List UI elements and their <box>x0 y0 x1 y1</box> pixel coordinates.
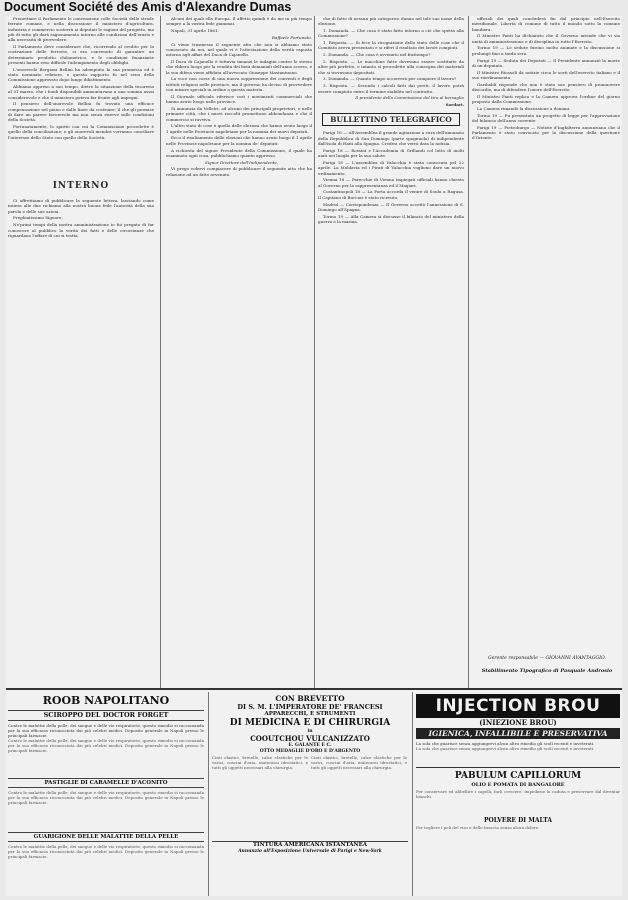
ad-roob-napolitano <box>8 694 204 896</box>
ad-brevetto <box>212 694 408 896</box>
ad-body: Cinti elastici, bretelle, calze elastiche per le varici, cuscini d'aria, materassi idrostatici, e tutti gli oggetti necessari alla chirurgia. <box>311 755 407 770</box>
ad-title: ROOB NAPOLITANO <box>42 694 170 707</box>
ad-polvere-title: POLVERE DI MALTA <box>483 817 553 824</box>
paragraph: A richiesta del signor Presidente della Commissione, il quale ha esaminato ogni cosa, pubblichiamo quanto appresso. <box>166 147 312 158</box>
column-3 <box>318 16 464 226</box>
section-heading-interno: INTERNO <box>52 181 110 192</box>
paragraph: Ecco il risultamento delle elezioni che hanno avuto luogo il 1 aprile nelle Provincie napoletane per la nomina de' deputati: <box>166 135 312 146</box>
column-1 <box>8 16 154 240</box>
ad-line: E. GALANTE E C. <box>288 743 332 748</box>
printer-line: Stabilimento Tipografico di Pasquale Androsio <box>481 668 613 674</box>
ad-line: APPARECCHI, E STRUMENTI <box>264 711 356 717</box>
paragraph: che di fatto di nessun più categorico dunno nel tale suo nome della elezione. <box>318 16 464 27</box>
ad-line: in <box>307 729 313 734</box>
dateline: Napoli, 31 aprile 1861. <box>171 28 219 34</box>
ad-rule <box>416 767 620 768</box>
telegram: Vienna 18 — Parecchie di Vienna impiegati ufficiali hanno chiesto al Governo per la rappresentanza ed il Magiari. <box>318 177 464 188</box>
telegram: Torino 19 — Alla Camera si discusse il bilancio del ministero della guerra e la marina. <box>318 213 464 224</box>
ad-body: Contro le malattie della pelle, dei sangue e delle vie respiratorie, questo rimedio si raccomanda per la sua efficacia riconosciuta dai più celebri medici. Deposito generale in Napoli presso le principali farmacie. <box>8 723 204 738</box>
telegram: Parigi 18 — Rossini e l'Accademia di Grillandi col lutto di molti aiuti nei luoghi per la sua salute. <box>318 147 464 159</box>
ad-footer-sub: Annunzio all'Esposizione Universale di Parigi e New-York <box>238 849 382 854</box>
ad-guarigione: GUARIGIONE DELLE MALATTIE DELLA PELLE <box>8 832 204 842</box>
answer: 2. Risposta. — Le macchine fatte dovevano essere sostituite da altre più perfette, e intanto si procedette alla consegna dei materiali che si trovavano depositati. <box>318 59 464 75</box>
paragraph: Si annunzia da Velletri, ad alcuno dei principali proprietari, e nelle primarie città, che i nuovi raccolti promettono abbondanza e che il commercio si ravviva. <box>166 105 312 122</box>
ad-subtitle: SCIROPPO DEL DOCTOR FORGET <box>8 710 204 721</box>
signature: Raffaele Fortunato. <box>271 34 312 40</box>
telegram: Madrid — Corrispondenza — Il Governo accettò l'annessione di S. Domingo all'Spagna. <box>318 201 464 212</box>
paragraph: Ci viene trasmesso il seguente atto che non si abbiamo stato conosciuto da noi, nel quale vi è l'attestazione della verità esposta intorno agli affari del Duca di Cajanello. <box>166 41 312 58</box>
paragraph: Ci affrettiamo di pubblicare la seguente lettera, lasciando come intiera alle due richiamo alla nostra buona fede l'autorità della sua parola e delle sue azioni. <box>8 198 154 214</box>
paragraph: L'altro stato di cose è quello delle elezioni che hanno avuto luogo il 1 aprile nelle Provincie napoletane per la nomina dei nuovi deputati. <box>166 123 312 134</box>
column-divider <box>468 16 469 688</box>
paragraph: Alcuni dei quali ella Europa. Il affetto quindi è da me in più tempo sempre a la vostra fede giammai. <box>166 16 312 27</box>
ad-subtitle: (INIEZIONE BROU) <box>479 718 557 727</box>
ad-injection-brou <box>416 694 620 896</box>
newspaper-page <box>6 16 622 896</box>
signature-name: Sardari. <box>445 102 464 108</box>
paragraph: La voce non corse di una nuova soppressione dei conventi e degli istituti religiosi nelle province, ma il governo ha deciso di provvedere con misure speciali in ordine a questa materia. <box>166 76 312 93</box>
ad-divider <box>412 692 413 896</box>
ad-line: DI MEDICINA E DI CHIRURGIA <box>229 718 391 728</box>
ad-body-fill: Contro le malattie della pelle, dei sangue e delle vie respiratorie, questo rimedio si raccomanda per la sua efficacia riconosciuta dai più celebri medici. Deposito generale in Napoli presso le principali farmacie. <box>8 738 204 753</box>
paragraph: ufficiali dei quali concluderà fin dal principio nell'Esercito meridionale. Libertà di comune di tutto il mondo sotto la comune bandiera. <box>472 16 620 32</box>
paragraph: Torino 19 — Fu presentato un progetto di legge per l'approvazione del bilancio dell'anno corrente. <box>472 112 620 124</box>
answer: 3. Risposta. — Secondo i calcoli fatti dai periti, il lavoro potrà essere compiuto entro il termine stabilito nel contratto. <box>318 83 464 94</box>
ad-body: La sola che guarisce senza aggiungervi alcun altro rimedio gli scoli recenti e inveterati. <box>416 741 595 746</box>
ad-line: COOUTCHOU VULCANIZZATO <box>250 734 370 743</box>
paragraph: L'onorevole Bergami Bellini ha adempiuto la sua promessa ed è stato nominato relatore, e questo rapporto fu nel seno della Commissione approvato dopo lungo dibattimento. <box>8 66 154 83</box>
ads-divider <box>6 688 622 690</box>
ad-line: DI S. M. L'IMPERATORE DE' FRANCESI <box>237 703 383 711</box>
question: 1. Domanda. — Che cosa è stato fatto intorno a ciò che spetta alla Commissione? <box>318 28 464 39</box>
ad-line: OTTO MEDAGLIE D'ORO E D'ARGENTO <box>259 749 361 754</box>
paragraph: Garibaldi risponde che non è stato suo pensiero di promuovere discordie, ma di difendere l'onore dell'Esercito. <box>472 81 620 93</box>
column-4 <box>472 16 620 142</box>
paragraph: Parigi 19 — Seduta dei Deputati — Il Presidente annunziò la morte di un deputato. <box>472 57 620 68</box>
paragraph: Il Ministro Fanti replica e la Camera approva l'ordine del giorno proposto dalla Commissione. <box>472 93 620 105</box>
paragraph: Il Duca di Cajanello è tuttavia innanzi le indagini contro lo stesso che ebbero luogo per la vendita dei beni demaniali dell'anno scorso, e la sua difesa viene affidata all'avvocato Giuseppe Mastantuono. <box>166 59 312 75</box>
ad-slogan: IGIENICA, INFALLIBILE E PRESERVATIVA <box>416 728 620 739</box>
telegram: Parigi 18 — L'assemblea di Valacchia è stata convocata pel 22 aprile. La Moldavia ed i Pirati di Valacchia vogliono dare un nuovo ordinamento. <box>318 159 464 176</box>
ad-pabulum-sub: OLIO E POMATA DI BANGALORE <box>471 782 565 788</box>
ad-line: CON BREVETTO <box>275 694 345 703</box>
paragraph: Abbiamo appreso a suo tempo, dietro la situazione della tesoreria al 31 marzo, che i fondi disponibili ammontavano a una somma assai considerevole e che il ministero poteva far fronte agli impegni. <box>8 84 154 100</box>
paragraph: Prenettiare il Parlamento le convenzione colle Società delle strade ferrate romane, e nella discussione il ministero d'agricoltura, industria e commercio sosterrà ai deputati le ragioni del progetto, ma più di tutto gli darà ragionamento intorno alle condizioni dell'erario e alla necessità di provvedere. <box>8 16 154 43</box>
paragraph: Il Giornale ufficiale riferisce così i movimenti commerciali che hanno avuto luogo nelle province. <box>166 93 312 105</box>
paragraph: Fortunatamente, lo spirito con cui la Commissione procedette è quello della conciliazione; e gli onorevoli membri vorranno conciliare l'interesse dello Stato con quello della Società. <box>8 124 154 140</box>
answer: 1. Risposta. — Si fece la ricognizione dello stato delle cose che il Comitato aveva presentato e si riferì il risultato dei lavori compiuti. <box>318 40 464 51</box>
question: 2. Domanda. — Che cosa è avvenuto nel frattempo? <box>323 52 431 58</box>
paragraph: Preghiatissimo Signore, <box>13 215 63 221</box>
paragraph: Il Ministro Fanti ha dichiarato che il Governo intende che vi sia unità di amministrazione e di disciplina in tutto l'Esercito. <box>472 33 620 44</box>
column-divider <box>314 16 315 688</box>
column-2 <box>166 16 312 179</box>
telegram: Parigi 18 — All'Assemblea il grande agitazione a cura dell'annunzio della Repubblica di San Domingo (parte spagnuola) di indipendente dall'isola di Haiti alla Spagna. Credesi che verrà data la notizia. <box>318 130 464 147</box>
ad-divider <box>208 692 209 896</box>
ad-footer: TINTURA AMERICANA ISTANTANEA <box>212 841 408 849</box>
paragraph: Il Parlamento deve considerare che, ricorrendo al credito per la costruzione delle ferrovie, si era convenuto di garantire un determinato prodotto chilometrico, e le condizioni finanziarie presenti hanno reso difficile l'adempimento degli obblighi. <box>8 43 154 65</box>
gerente-line: Gerente responsabile — GIOVANNI AVANTAGGIO. <box>488 656 606 661</box>
column-divider <box>160 16 161 688</box>
watermark-header: Document Société des Amis d'Alexandre Dumas <box>4 0 292 14</box>
ad-body-fill: Contro le malattie della pelle, dei sangue e delle vie respiratorie, questo rimedio si raccomanda per la sua efficacia riconosciuta dai più celebri medici. Deposito generale in Napoli presso le principali farmacie. <box>8 790 204 805</box>
ad-pastiglie: PASTIGLIE DI CARAMELLE D'ACONITO <box>8 778 204 788</box>
bulletin-title: BULLETTINO TELEGRAFICO <box>322 113 460 126</box>
paragraph: Il Ministro Ricasoli dà notizie circa le sorti dell'esercito italiano e il suo riordinamento. <box>472 69 620 80</box>
ad-title: INJECTION BROU <box>416 694 620 718</box>
paragraph: Il pensiero dell'onorevole Bellini fu trovato una efficace compensazione nel piano e dalle linee da costruire; il che gli permise di dare un parere favorevole ma non senza riserve sulle condizioni della Società. <box>8 101 154 123</box>
ad-pabulum-title: PABULUM CAPILLORUM <box>454 771 582 781</box>
paragraph: Ne'primi tempi della nostra amministrazione io fui pregato di far conoscere al pubblico la verità dei fatti e delle circostanze che riguardano l'affare di cui si tratta. <box>8 222 154 238</box>
ad-body-fill: Contro le malattie della pelle, dei sangue e delle vie respiratorie, questo rimedio si raccomanda per la sua efficacia riconosciuta dai più celebri medici. Deposito generale in Napoli presso le principali farmacie. <box>8 844 204 859</box>
paragraph: Torino 19 — Le sedute furono molto animate e la discussione si prolungò fino a tarda sera. <box>472 45 620 56</box>
paragraph: Vi prego volervi compiacere di pubblicare il seguente atto che ha relazione ad un fatto avvenuto. <box>166 166 312 177</box>
ad-body: Cinti elastici, bretelle, calze elastiche per le varici, cuscini d'aria, materassi idrostatici, e tutti gli oggetti necessari alla chirurgia. <box>212 755 308 770</box>
telegram: Costantinopoli 18 — La Porta accorda il venire di Soulu a Ragusa. Il Capitano di Buccari è stato ricevuto. <box>318 189 464 200</box>
signature-line: Il presidente della Commissione del tiro al bersaglio <box>355 95 464 101</box>
paragraph: Parigi 19 — Pietroburgo — Notizie d'Inghilterra annunziano che il Parlamento è stato convocato per la discussione della questione d'Oriente. <box>472 124 620 141</box>
question: 3. Domanda. — Quanto tempo occorrerà per compiere il lavoro? <box>323 76 457 82</box>
ad-polvere-body: Per togliere i peli del viso e delle braccia senza alcun dolore. <box>416 825 540 830</box>
paragraph: La Camera rimandò la discussione a domani. <box>477 105 571 111</box>
ad-pabulum-body: Per conservare ed abbellire i capelli, farli crescere, impedirne la caduta e preservare dal diventar bianchi. <box>416 789 620 799</box>
salutation: Signor Direttore dell'Indipendente, <box>204 159 279 165</box>
ad-body-fill: La sola che guarisce senza aggiungervi alcun altro rimedio gli scoli recenti e inveterati. <box>416 746 595 751</box>
